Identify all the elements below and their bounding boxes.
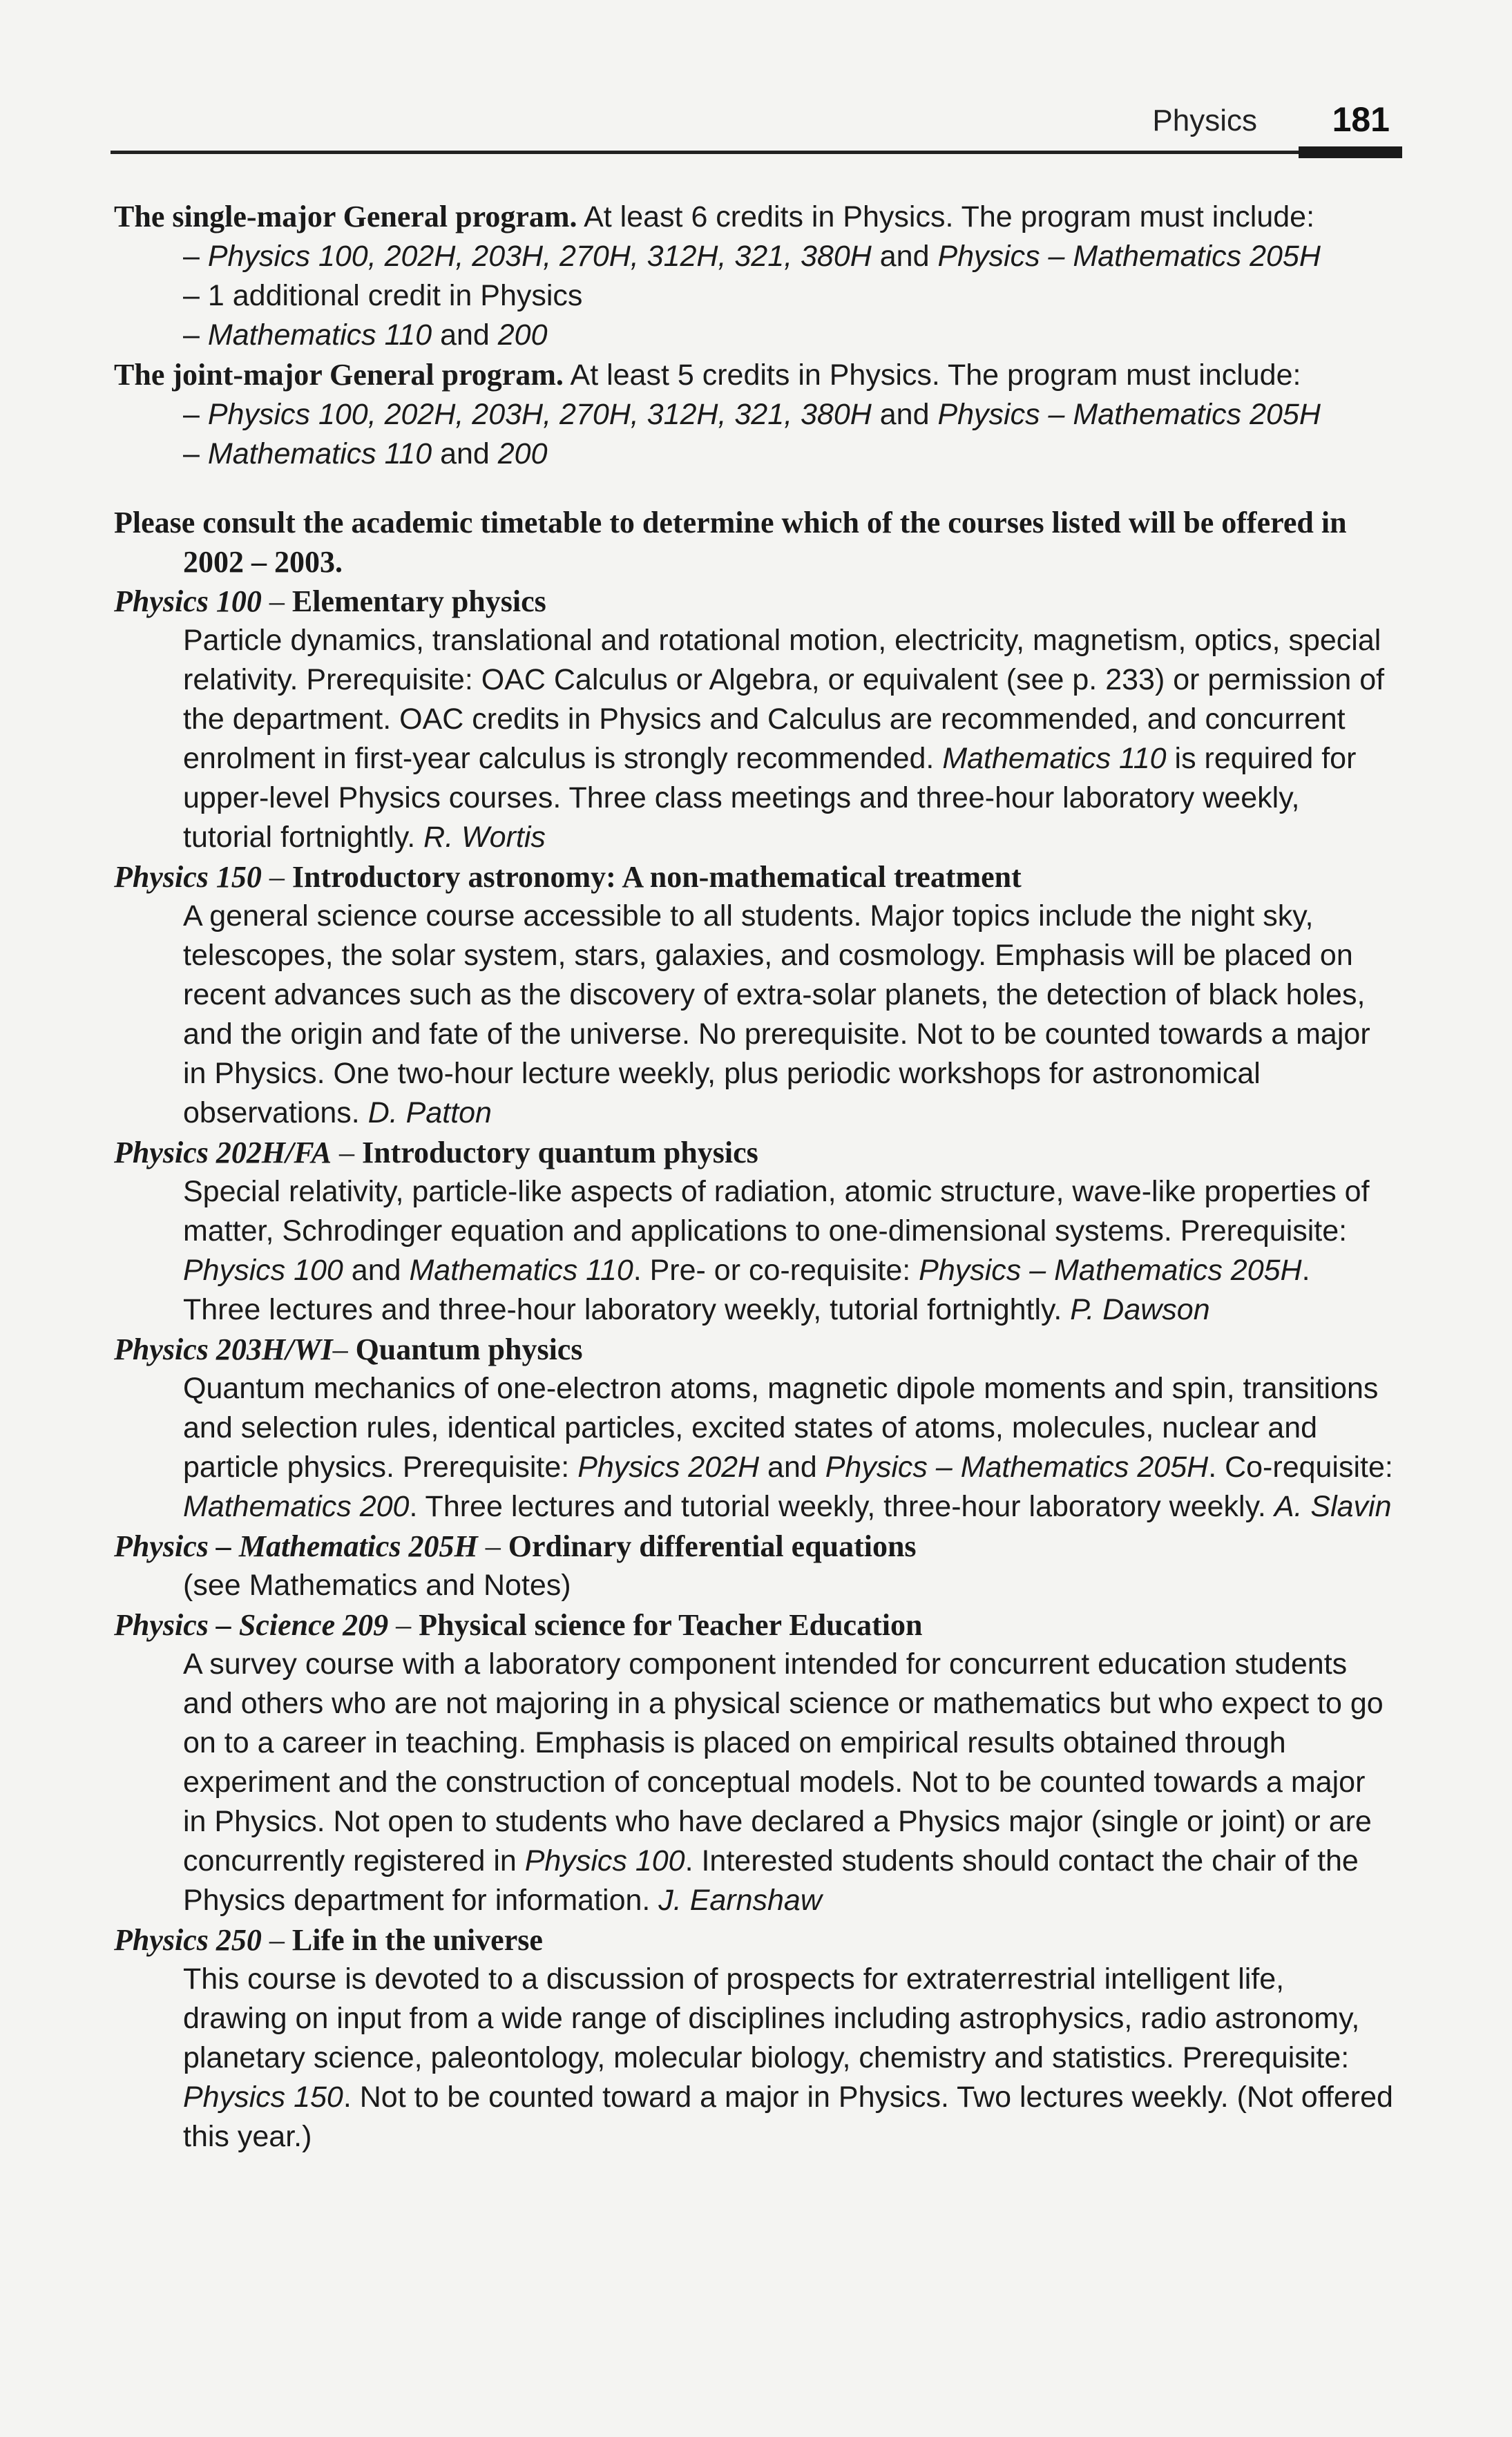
description-italic: J. Earnshaw [658, 1884, 822, 1917]
description-italic: Physics – Mathematics 205H [825, 1451, 1209, 1484]
description-italic: Physics 100 [524, 1844, 685, 1877]
requirement-conj: and [432, 437, 498, 470]
course-title: Ordinary differential equations [508, 1529, 917, 1563]
course-entry [114, 857, 1395, 1133]
course-code: Physics 250 [114, 1923, 262, 1957]
course-description [183, 1566, 1395, 1605]
header-block [1299, 146, 1402, 158]
program-intro: At least 6 credits in Physics. The program must include: [577, 200, 1315, 233]
course-code: Physics – Science 209 [114, 1608, 389, 1642]
course-heading [114, 1920, 1395, 1960]
course-description [183, 897, 1395, 1133]
description-text: This course is devoted to a discussion of prospects for extraterrestrial intelligent life, drawing on input from a wide range of disciplines including astrophysics, radio astronomy, planetary science, paleontology, molecular biology, chemistry and statistics. Prerequisite: [183, 1962, 1360, 2074]
course-code: Physics 150 [114, 860, 262, 894]
requirement-dash: – [183, 398, 208, 431]
description-italic: Mathematics 110 [409, 1254, 633, 1287]
course-heading [114, 857, 1395, 897]
course-code: Physics 100 [114, 584, 262, 618]
course-heading [114, 1605, 1395, 1645]
course-list [114, 582, 1395, 2157]
description-text: . Three lectures and three-hour laboratory weekly, tutorial fortnightly. [183, 1254, 1310, 1326]
course-heading [114, 1330, 1395, 1369]
page-header [111, 97, 1402, 166]
program-requirement [183, 237, 1395, 276]
course-title: Physical science for Teacher Education [419, 1608, 923, 1642]
description-text: A survey course with a laboratory component intended for concurrent education students and others who are not majoring in a physical science or mathematics but who expect to go on to a career in teaching. Emphasis is placed on empirical results obtained through experiment and the construction of conceptual models. Not to be counted towards a major in Physics. Not open to students who have declared a Physics major (single or joint) or are concurrently registered in [183, 1647, 1384, 1877]
course-description [183, 1369, 1395, 1527]
program-requirement [183, 276, 1395, 316]
course-code: Physics – Mathematics 205H [114, 1529, 478, 1563]
requirement-conj: and [871, 240, 938, 273]
course-separator: – [261, 860, 292, 894]
course-entry [114, 582, 1395, 857]
course-title: Quantum physics [355, 1332, 583, 1366]
program-heading [114, 355, 1395, 395]
requirement-courses: Physics 100, 202H, 203H, 270H, 312H, 321, 380H [207, 240, 872, 273]
course-title: Introductory astronomy: A non-mathematical treatment [291, 860, 1022, 894]
requirement-courses: 200 [497, 437, 548, 470]
course-title: Introductory quantum physics [361, 1136, 758, 1169]
description-italic: Mathematics 200 [183, 1490, 410, 1523]
description-text: . Not to be counted toward a major in Physics. Two lectures weekly. (Not offered this year.) [183, 2081, 1393, 2153]
header-rule [111, 151, 1402, 154]
course-separator: – [477, 1529, 508, 1563]
description-italic: A. Slavin [1274, 1490, 1392, 1523]
requirement-courses: Mathematics 110 [207, 437, 432, 470]
program-heading [114, 197, 1395, 237]
description-italic: Physics 150 [183, 2081, 343, 2114]
program-title: The joint-major General program. [114, 358, 564, 392]
description-italic: D. Patton [367, 1096, 492, 1129]
program-title: The single-major General program. [114, 200, 577, 233]
course-separator: – [261, 584, 292, 618]
requirement-conj: and [432, 318, 498, 352]
course-entry [114, 1330, 1395, 1527]
program-block [114, 355, 1395, 474]
description-text: and [759, 1451, 825, 1484]
course-description [183, 1172, 1395, 1330]
course-entry [114, 1920, 1395, 2157]
course-heading [114, 582, 1395, 621]
description-text: Special relativity, particle-like aspects of radiation, atomic structure, wave-like properties of matter, Schrodinger equation and applications to one-dimensional systems. Prerequisite: [183, 1175, 1370, 1248]
requirement-courses: Physics 100, 202H, 203H, 270H, 312H, 321, 380H [207, 398, 872, 431]
program-requirements [114, 197, 1395, 474]
description-italic: R. Wortis [423, 821, 546, 854]
course-heading [114, 1527, 1395, 1566]
program-intro: At least 5 credits in Physics. The program must include: [563, 359, 1301, 392]
course-title: Elementary physics [291, 584, 546, 618]
course-description [183, 1645, 1395, 1920]
description-text: (see Mathematics and Notes) [183, 1569, 571, 1602]
course-description [183, 1960, 1395, 2157]
program-requirement [183, 395, 1395, 434]
description-italic: Physics 100 [183, 1254, 343, 1287]
description-italic: Mathematics 110 [942, 742, 1167, 775]
description-italic: Physics 202H [577, 1451, 760, 1484]
course-separator: – [261, 1923, 292, 1957]
running-head: Physics [1152, 104, 1257, 137]
course-title: Life in the universe [291, 1923, 543, 1957]
description-text: . Interested students should contact the chair of the Physics department for information. [183, 1844, 1359, 1917]
course-code: Physics 203H/WI [114, 1332, 333, 1366]
course-entry [114, 1133, 1395, 1330]
description-italic: Physics – Mathematics 205H [919, 1254, 1302, 1287]
course-entry [114, 1605, 1395, 1920]
requirement-conj: and [871, 398, 938, 431]
course-separator: – [331, 1136, 362, 1169]
description-text: A general science course accessible to all students. Major topics include the night sky, telescopes, the solar system, stars, galaxies, and cosmology. Emphasis will be placed on recent advances such as the discovery of extra-solar planets, the detection of black holes, and the origin and fate of the universe. No prerequisite. Not to be counted towards a major in Physics. One two-hour lecture weekly, plus periodic workshops for astronomical observations. [183, 899, 1370, 1129]
requirement-courses: Physics – Mathematics 205H [937, 398, 1321, 431]
course-heading [114, 1133, 1395, 1172]
description-text: Particle dynamics, translational and rotational motion, electricity, magnetism, optics, special relativity. Prerequisite: OAC Calculus or Algebra, or equivalent (see p. 233) or permission of the department. OAC credits in Physics and Calculus are recommended, and concurrent enrolment in first-year calculus is strongly recommended. [183, 624, 1385, 775]
course-description [183, 621, 1395, 857]
course-separator: – [332, 1332, 356, 1366]
description-text: is required for upper-level Physics courses. Three class meetings and three-hour laboratory weekly, tutorial fortnightly. [183, 742, 1357, 854]
program-requirement [183, 316, 1395, 355]
program-requirement [183, 434, 1395, 474]
requirement-courses: Physics – Mathematics 205H [937, 240, 1321, 273]
program-block [114, 197, 1395, 355]
course-code: Physics 202H/FA [114, 1136, 332, 1169]
description-text: and [343, 1254, 410, 1287]
description-text: . Three lectures and tutorial weekly, three-hour laboratory weekly. [409, 1490, 1274, 1523]
requirement-dash: – [183, 318, 208, 352]
page-number: 181 [1332, 100, 1390, 139]
requirement-dash: – [183, 437, 208, 470]
requirement-courses: Mathematics 110 [207, 318, 432, 352]
consult-note: Please consult the academic timetable to determine which of the courses listed will be offered in 2002 – 2003. [114, 506, 1347, 579]
course-separator: – [388, 1608, 419, 1642]
description-text: . Pre- or co-requisite: [633, 1254, 919, 1287]
description-text: . Co-requisite: [1208, 1451, 1393, 1484]
requirement-courses: 200 [497, 318, 548, 352]
page-body [114, 197, 1395, 2157]
requirement-text: 1 additional credit in Physics [207, 279, 583, 312]
description-text: Quantum mechanics of one-electron atoms, magnetic dipole moments and spin, transitions and selection rules, identical particles, excited states of atoms, molecules, nuclear and particle physics. Prerequisite: [183, 1372, 1379, 1484]
course-entry [114, 1527, 1395, 1605]
requirement-dash: – [183, 240, 208, 273]
requirement-dash: – [183, 279, 208, 312]
description-italic: P. Dawson [1070, 1293, 1210, 1326]
